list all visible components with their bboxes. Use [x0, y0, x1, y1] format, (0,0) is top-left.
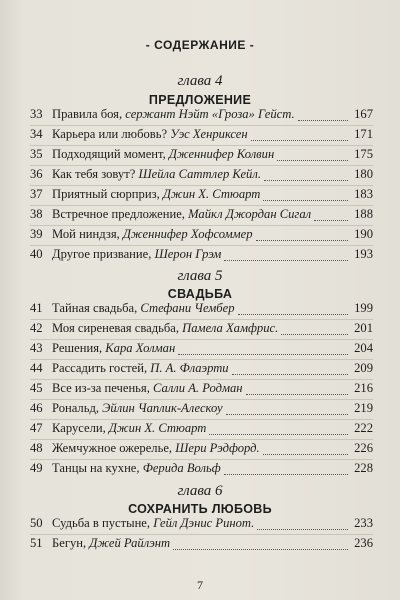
- entry-number: 51: [30, 536, 43, 550]
- entry-page: 228: [354, 461, 373, 475]
- entry-title: Жемчужное ожерелье,: [52, 441, 173, 455]
- entry-title: Рассадить гостей,: [52, 361, 148, 375]
- divider: [30, 379, 373, 380]
- chapter-4-name: ПРЕДЛОЖЕНИЕ: [148, 93, 252, 107]
- divider: [30, 165, 373, 166]
- entry-author: Гейл Дэнис Ринот.: [153, 516, 255, 530]
- entry-page: 209: [354, 361, 373, 375]
- entry-page: 222: [354, 421, 373, 435]
- leader-dots: [251, 139, 348, 141]
- entry-page: 199: [354, 301, 373, 315]
- divider: [30, 534, 373, 535]
- entry-author: Уэс Хенриксен: [170, 127, 248, 141]
- leader-dots: [173, 548, 348, 550]
- divider: [30, 205, 373, 206]
- toc-entry-40: [30, 247, 373, 267]
- toc-entry-49: [30, 461, 373, 481]
- entry-author: Стефани Чембер: [140, 301, 235, 315]
- toc-entry-34: [30, 127, 373, 147]
- entry-title: Тайная свадьба,: [52, 301, 138, 315]
- entry-author: Дженнифер Хофсоммер: [122, 227, 253, 241]
- toc-entry-47: [30, 421, 373, 441]
- leader-dots: [224, 259, 348, 261]
- divider: [30, 459, 373, 460]
- divider: [30, 419, 373, 420]
- entry-title: Встречное предложение,: [52, 207, 185, 221]
- entry-title: Танцы на кухне,: [52, 461, 140, 475]
- leader-dots: [178, 353, 348, 355]
- entry-number: 47: [30, 421, 43, 435]
- toc-entry-33: [30, 107, 373, 127]
- divider: [30, 245, 373, 246]
- divider: [30, 225, 373, 226]
- entry-author: Майкл Джордан Сигал: [188, 207, 312, 221]
- entry-number: 44: [30, 361, 43, 375]
- toc-entry-39: [30, 227, 373, 247]
- entry-title: Карусели,: [52, 421, 106, 435]
- entry-number: 40: [30, 247, 43, 261]
- entry-number: 38: [30, 207, 43, 221]
- divider: [30, 125, 373, 126]
- toc-entry-38: [30, 207, 373, 227]
- entry-author: Шери Рэдфорд.: [175, 441, 260, 455]
- entry-author: сержант Нэйт «Гроза» Гейст.: [125, 107, 295, 121]
- entry-page: 219: [354, 401, 373, 415]
- divider: [30, 359, 373, 360]
- leader-dots: [314, 219, 348, 221]
- leader-dots: [232, 373, 348, 375]
- entry-page: 167: [354, 107, 373, 121]
- entry-author: Шейла Саттлер Кейл.: [138, 167, 261, 181]
- entry-page: 171: [354, 127, 373, 141]
- entry-title: Другое призвание,: [52, 247, 152, 261]
- entry-title: Подходящий момент,: [52, 147, 166, 161]
- leader-dots: [298, 119, 348, 121]
- leader-dots: [209, 433, 348, 435]
- entry-page: 216: [354, 381, 373, 395]
- entry-page: 193: [354, 247, 373, 261]
- entry-number: 36: [30, 167, 43, 181]
- entry-number: 48: [30, 441, 43, 455]
- divider: [30, 439, 373, 440]
- leader-dots: [257, 528, 348, 530]
- entry-number: 33: [30, 107, 43, 121]
- entry-number: 46: [30, 401, 43, 415]
- entry-author: Шерон Грэм: [154, 247, 222, 261]
- divider: [30, 185, 373, 186]
- entry-page: 201: [354, 321, 373, 335]
- divider: [30, 145, 373, 146]
- leader-dots: [256, 239, 348, 241]
- chapter-6-name: СОХРАНИТЬ ЛЮБОВЬ: [128, 502, 272, 516]
- chapter-6-title: глава 6: [177, 483, 223, 499]
- leader-dots: [238, 313, 349, 315]
- toc-entry-36: [30, 167, 373, 187]
- leader-dots: [264, 179, 348, 181]
- chapter-5-title: глава 5: [177, 268, 223, 284]
- toc-entry-37: [30, 187, 373, 207]
- entry-title: Бегун,: [52, 536, 87, 550]
- divider: [30, 339, 373, 340]
- leader-dots: [277, 159, 348, 161]
- entry-title: Как тебя зовут?: [52, 167, 136, 181]
- entry-number: 35: [30, 147, 43, 161]
- entry-author: Джин Х. Стюарт: [162, 187, 261, 201]
- toc-entry-50: [30, 516, 373, 536]
- toc-entry-45: [30, 381, 373, 401]
- entry-author: Дженнифер Колвин: [168, 147, 275, 161]
- toc-entry-46: [30, 401, 373, 421]
- entry-title: Все из-за печенья,: [52, 381, 150, 395]
- toc-heading: - СОДЕРЖАНИЕ -: [145, 38, 255, 52]
- chapter-5-name: СВАДЬБА: [167, 287, 233, 301]
- entry-page: 233: [354, 516, 373, 530]
- chapter-4-title: глава 4: [177, 73, 223, 89]
- entry-page: 190: [354, 227, 373, 241]
- entry-title: Судьба в пустыне,: [52, 516, 151, 530]
- leader-dots: [246, 393, 348, 395]
- entry-title: Правила боя,: [52, 107, 123, 121]
- entry-author: Джин Х. Стюарт: [108, 421, 207, 435]
- leader-dots: [224, 473, 348, 475]
- entry-author: Кара Холман: [105, 341, 176, 355]
- toc-entry-35: [30, 147, 373, 167]
- toc-entry-51: [30, 536, 373, 556]
- entry-title: Моя сиреневая свадьба,: [52, 321, 179, 335]
- entry-page: 183: [354, 187, 373, 201]
- entry-number: 49: [30, 461, 43, 475]
- entry-number: 37: [30, 187, 43, 201]
- entry-number: 34: [30, 127, 43, 141]
- entry-number: 42: [30, 321, 43, 335]
- entry-page: 180: [354, 167, 373, 181]
- entry-number: 39: [30, 227, 43, 241]
- toc-entry-42: [30, 321, 373, 341]
- page-number: 7: [197, 578, 203, 592]
- toc-entry-48: [30, 441, 373, 461]
- entry-page: 236: [354, 536, 373, 550]
- entry-author: Памела Хамфрис.: [182, 321, 279, 335]
- toc-entry-43: [30, 341, 373, 361]
- entry-page: 175: [354, 147, 373, 161]
- entry-title: Рональд,: [52, 401, 100, 415]
- entry-number: 41: [30, 301, 43, 315]
- entry-number: 50: [30, 516, 43, 530]
- leader-dots: [263, 453, 348, 455]
- entry-number: 43: [30, 341, 43, 355]
- entry-author: Ферида Вольф: [142, 461, 221, 475]
- leader-dots: [263, 199, 348, 201]
- entry-author: Джей Райлэнт: [89, 536, 171, 550]
- leader-dots: [281, 333, 348, 335]
- toc-entry-44: [30, 361, 373, 381]
- entry-page: 188: [354, 207, 373, 221]
- entry-author: Салли А. Родман: [153, 381, 243, 395]
- divider: [30, 319, 373, 320]
- entry-title: Карьера или любовь?: [52, 127, 168, 141]
- divider: [30, 399, 373, 400]
- entry-author: П. А. Флаэрти: [150, 361, 229, 375]
- entry-title: Решения,: [52, 341, 103, 355]
- entry-title: Приятный сюрприз,: [52, 187, 160, 201]
- entry-number: 45: [30, 381, 43, 395]
- toc-entry-41: [30, 301, 373, 321]
- entry-author: Эйлин Чаплик-Алескоу: [102, 401, 223, 415]
- entry-title: Мой ниндзя,: [52, 227, 120, 241]
- entry-page: 226: [354, 441, 373, 455]
- entry-page: 204: [354, 341, 373, 355]
- leader-dots: [226, 413, 348, 415]
